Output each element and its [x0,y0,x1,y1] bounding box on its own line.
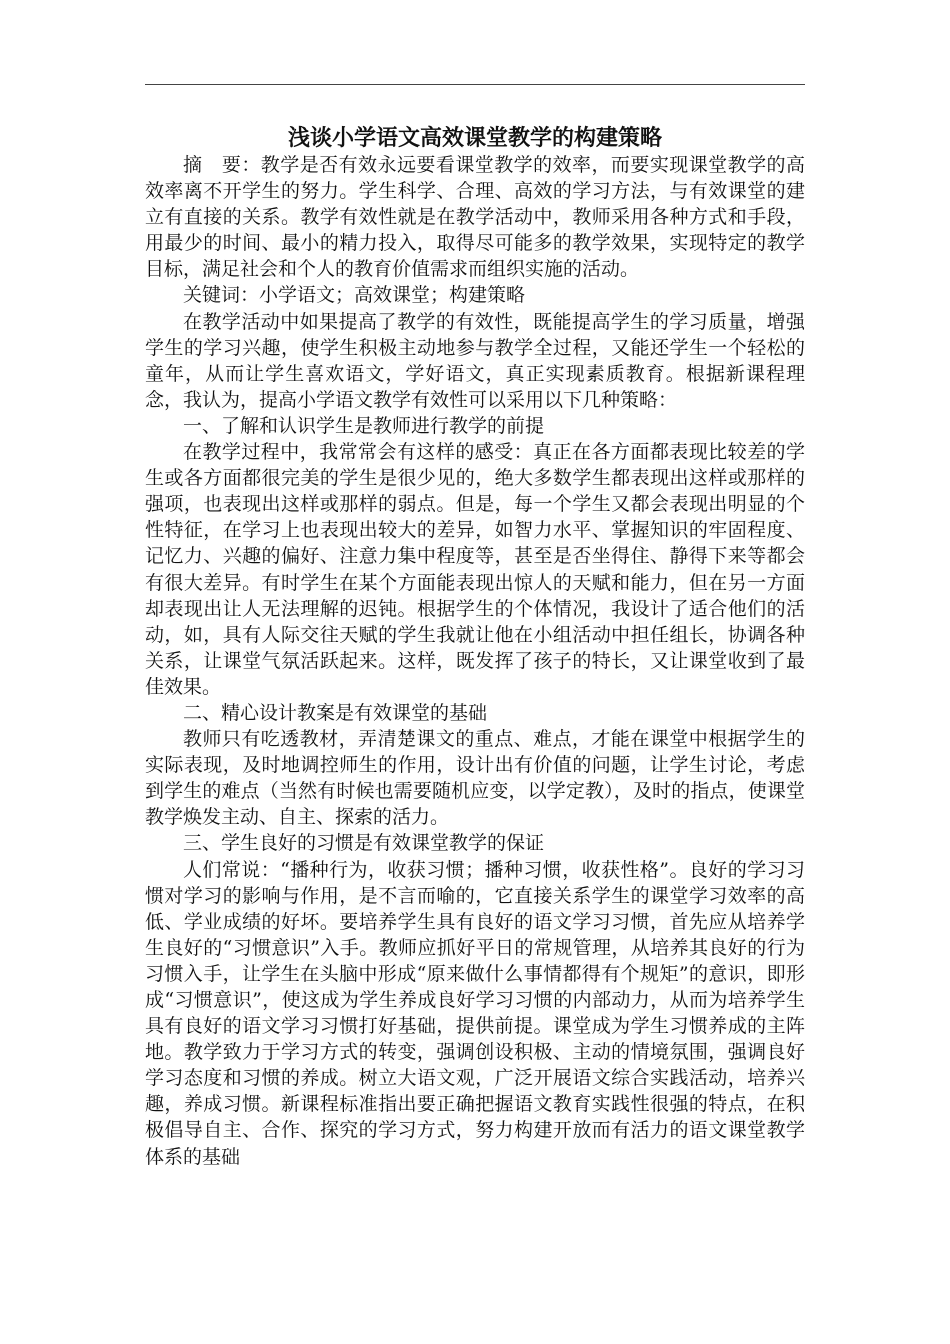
section-2-paragraph: 教师只有吃透教材，弄清楚课文的重点、难点，才能在课堂中根据学生的实际表现，及时地调控师生的作用，设计出有价值的问题，让学生讨论，考虑到学生的难点（当然有时候也需要随机应变，以学定教），及时的指点，使课堂教学焕发主动、自主、探索的活力。 [145,728,805,829]
document-page [145,0,805,1344]
section-2-heading: 二、精心设计教案是有效课堂的基础 [183,701,488,724]
keywords-line: 关键词：小学语文；高效课堂；构建策略 [183,284,526,307]
section-1-paragraph: 在教学过程中，我常常会有这样的感受：真正在各方面都表现比较差的学生或各方面都很完美的学生是很少见的，绝大多数学生都表现出这样或那样的强项，也表现出这样或那样的弱点。但是，每一个学生又都会表现出明显的个性特征，在学习上也表现出较大的差异，如智力水平、掌握知识的牢固程度、记忆力、兴趣的偏好、注意力集中程度等，甚至是否坐得住、静得下来等都会有很大差异。有时学生在某个方面能表现出惊人的天赋和能力，但在另一方面却表现出让人无法理解的迟钝。根据学生的个体情况，我设计了适合他们的活动，如，具有人际交往天赋的学生我就让他在小组活动中担任组长，协调各种关系，让课堂气氛活跃起来。这样，既发挥了孩子的特长，又让课堂收到了最佳效果。 [145,441,805,698]
header-rule [145,84,805,85]
section-3-heading: 三、学生良好的习惯是有效课堂教学的保证 [183,832,545,855]
abstract-paragraph: 摘 要：教学是否有效永远要看课堂教学的效率，而要实现课堂教学的高效率离不开学生的努力。学生科学、合理、高效的学习方法，与有效课堂的建立有直接的关系。教学有效性就是在教学活动中，教师采用各种方式和手段，用最少的时间、最小的精力投入，取得尽可能多的教学效果，实现特定的教学目标，满足社会和个人的教育价值需求而组织实施的活动。 [145,154,805,281]
section-1-heading: 一、了解和认识学生是教师进行教学的前提 [183,414,545,437]
section-3-paragraph: 人们常说：“播种行为，收获习惯；播种习惯，收获性格”。良好的学习习惯对学习的影响与作用，是不言而喻的，它直接关系学生的课堂学习效率的高低、学业成绩的好坏。要培养学生具有良好的语文学习习惯，首先应从培养学生良好的“习惯意识”入手。教师应抓好平日的常规管理，从培养其良好的行为习惯入手，让学生在头脑中形成“原来做什么事情都得有个规矩”的意识，即形成“习惯意识”，使这成为学生养成良好学习习惯的内部动力，从而为培养学生具有良好的语文学习习惯打好基础，提供前提。课堂成为学生习惯养成的主阵地。教学致力于学习方式的转变，强调创设积极、主动的情境氛围，强调良好学习态度和习惯的养成。树立大语文观，广泛开展语文综合实践活动，培养兴趣，养成习惯。新课程标准指出要正确把握语文教育实践性很强的特点，在积极倡导自主、合作、探究的学习方式，努力构建开放而有活力的语文课堂教学体系的基础 [145,858,805,1168]
document-title: 浅谈小学语文高效课堂教学的构建策略 [287,125,662,151]
document-body [145,124,805,1170]
intro-paragraph: 在教学活动中如果提高了教学的有效性，既能提高学生的学习质量，增强学生的学习兴趣，使学生积极主动地参与教学全过程，又能还学生一个轻松的童年，从而让学生喜欢语文，学好语文，真正实现素质教育。根据新课程理念，我认为，提高小学语文教学有效性可以采用以下几种策略： [145,310,805,411]
